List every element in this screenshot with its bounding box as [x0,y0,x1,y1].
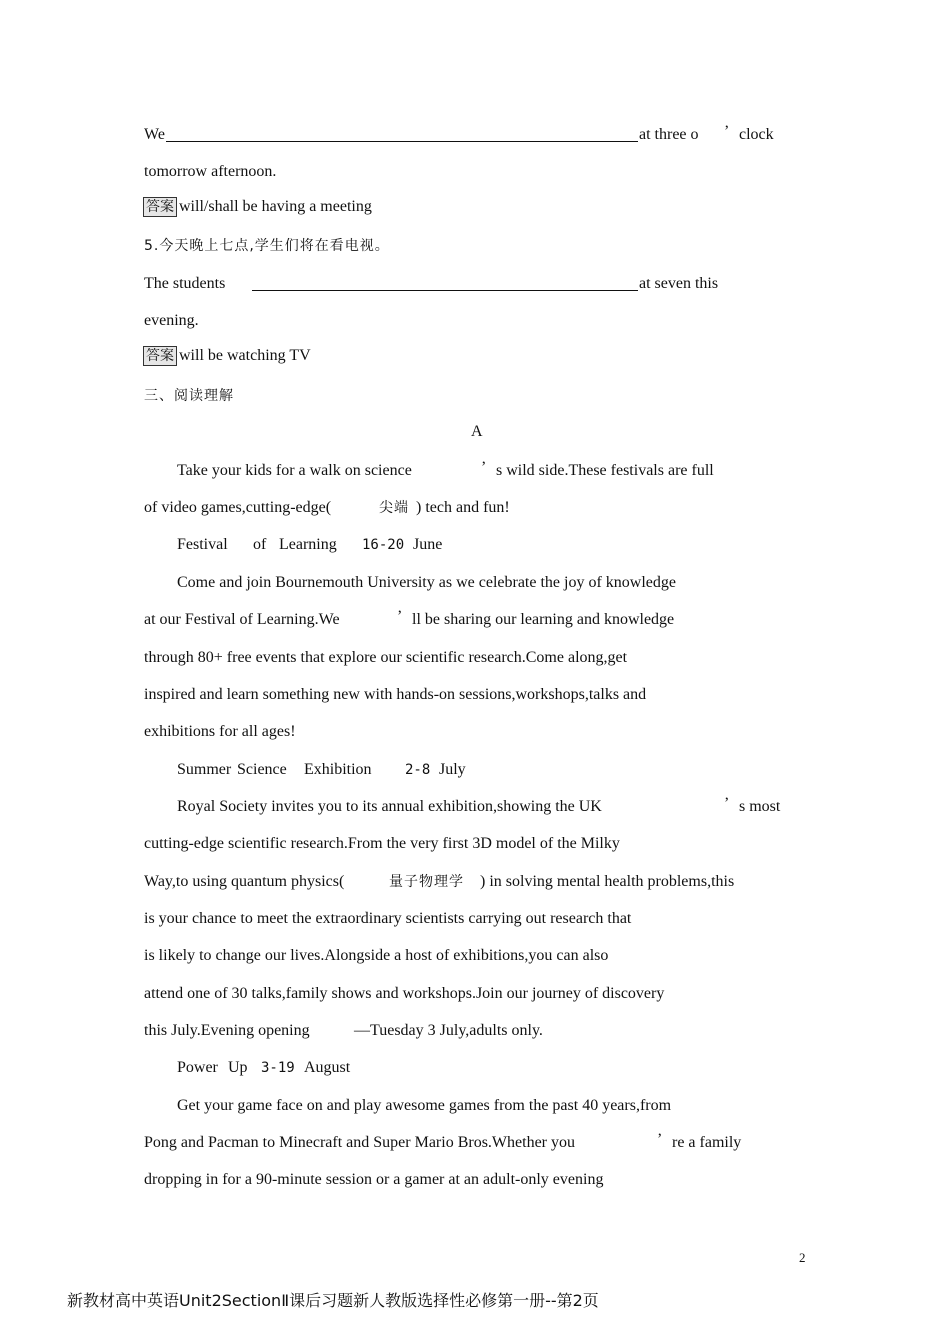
intro-line1-a: Take your kids for a walk on science [177,462,412,479]
event2-line1-apos: ’ [724,795,730,812]
q4-answer-blank[interactable] [166,141,638,142]
event2-line1-a: Royal Society invites you to its annual exhibition,showing the UK [177,798,602,815]
event2-line7-a: this July.Evening opening [144,1022,310,1039]
event2-heading-dates: 2-8 [405,762,431,778]
intro-line2-c: ) tech and fun! [416,499,510,516]
answer-label-badge: 答案 [143,346,177,366]
event2-line5: is likely to change our lives.Alongside a host of exhibitions,you can also [144,947,609,964]
event3-line1: Get your game face on and play awesome games from the past 40 years,from [177,1097,672,1114]
intro-line1-apos: ’ [481,459,487,476]
event3-heading-word2: Up [228,1059,248,1076]
event2-heading-word2: Science [237,761,287,778]
answer-label-badge: 答案 [143,197,177,217]
passage-letter: A [471,423,483,440]
event3-line2-c: re a family [672,1134,742,1151]
event3-heading-month: August [304,1059,351,1076]
event2-line1-c: s most [739,798,781,815]
document-footer: 新教材高中英语Unit2SectionⅡ课后习题新人教版选择性必修第一册--第2页 [67,1291,599,1310]
intro-line2-cjk: 尖端 [379,500,409,516]
event1-heading-word2: of [253,536,267,553]
q4-text-start: We [144,126,165,143]
event1-line2-apos: ’ [397,608,403,625]
event1-heading-word3: Learning [279,536,337,553]
event2-line2: cutting-edge scientific research.From the very first 3D model of the Milky [144,835,620,852]
event1-line4: inspired and learn something new with hands-on sessions,workshops,talks and [144,686,647,703]
q4-answer [143,197,372,217]
q4-text-mid: at three o [639,126,699,143]
event1-line2-c: ll be sharing our learning and knowledge [412,611,675,628]
event1-heading-month: June [413,536,443,553]
q5-answer-text: will be watching TV [179,347,311,364]
event1-heading-dates: 16-20 [362,537,405,553]
intro-line2-a: of video games,cutting-edge( [144,499,332,516]
q5-prompt: 5.今天晚上七点,学生们将在看电视。 [144,238,390,254]
q4-apostrophe: ’ [724,123,730,140]
q4-text-end: clock [739,126,774,143]
event2-line7-b: —Tuesday 3 July,adults only. [354,1022,543,1039]
event2-line3-c: ) in solving mental health problems,this [480,873,735,890]
section-title: 三、阅读理解 [144,388,234,404]
event1-heading-word1: Festival [177,536,228,553]
q4-answer-text: will/shall be having a meeting [179,198,372,215]
q5-text-end: at seven this [639,275,719,292]
event3-heading-dates: 3-19 [261,1060,295,1076]
event2-heading-word1: Summer [177,761,232,778]
q5-answer [143,346,311,366]
event3-line2-a: Pong and Pacman to Minecraft and Super Mario Bros.Whether you [144,1134,576,1151]
q4-line2: tomorrow afternoon. [144,163,277,180]
intro-line1-c: s wild side.These festivals are full [496,462,714,479]
event2-heading-word3: Exhibition [304,761,372,778]
event1-line1: Come and join Bournemouth University as we celebrate the joy of knowledge [177,574,676,591]
event1-line5: exhibitions for all ages! [144,723,296,740]
event2-line4: is your chance to meet the extraordinary scientists carrying out research that [144,910,632,927]
event2-heading-month: July [439,761,466,778]
event1-line2-a: at our Festival of Learning.We [144,611,340,628]
event3-line2-apos: ’ [657,1131,663,1148]
page-number: 2 [799,1250,806,1265]
event2-line6: attend one of 30 talks,family shows and workshops.Join our journey of discovery [144,985,665,1002]
event1-line3: through 80+ free events that explore our scientific research.Come along,get [144,649,628,666]
event3-heading-word1: Power [177,1059,218,1076]
event2-line3-cjk: 量子物理学 [389,874,464,890]
event2-line3-a: Way,to using quantum physics( [144,873,345,890]
q5-text-start: The students [144,275,226,292]
q5-answer-blank[interactable] [252,290,638,291]
q5-line2: evening. [144,312,199,329]
event3-line3: dropping in for a 90-minute session or a gamer at an adult-only evening [144,1171,604,1188]
